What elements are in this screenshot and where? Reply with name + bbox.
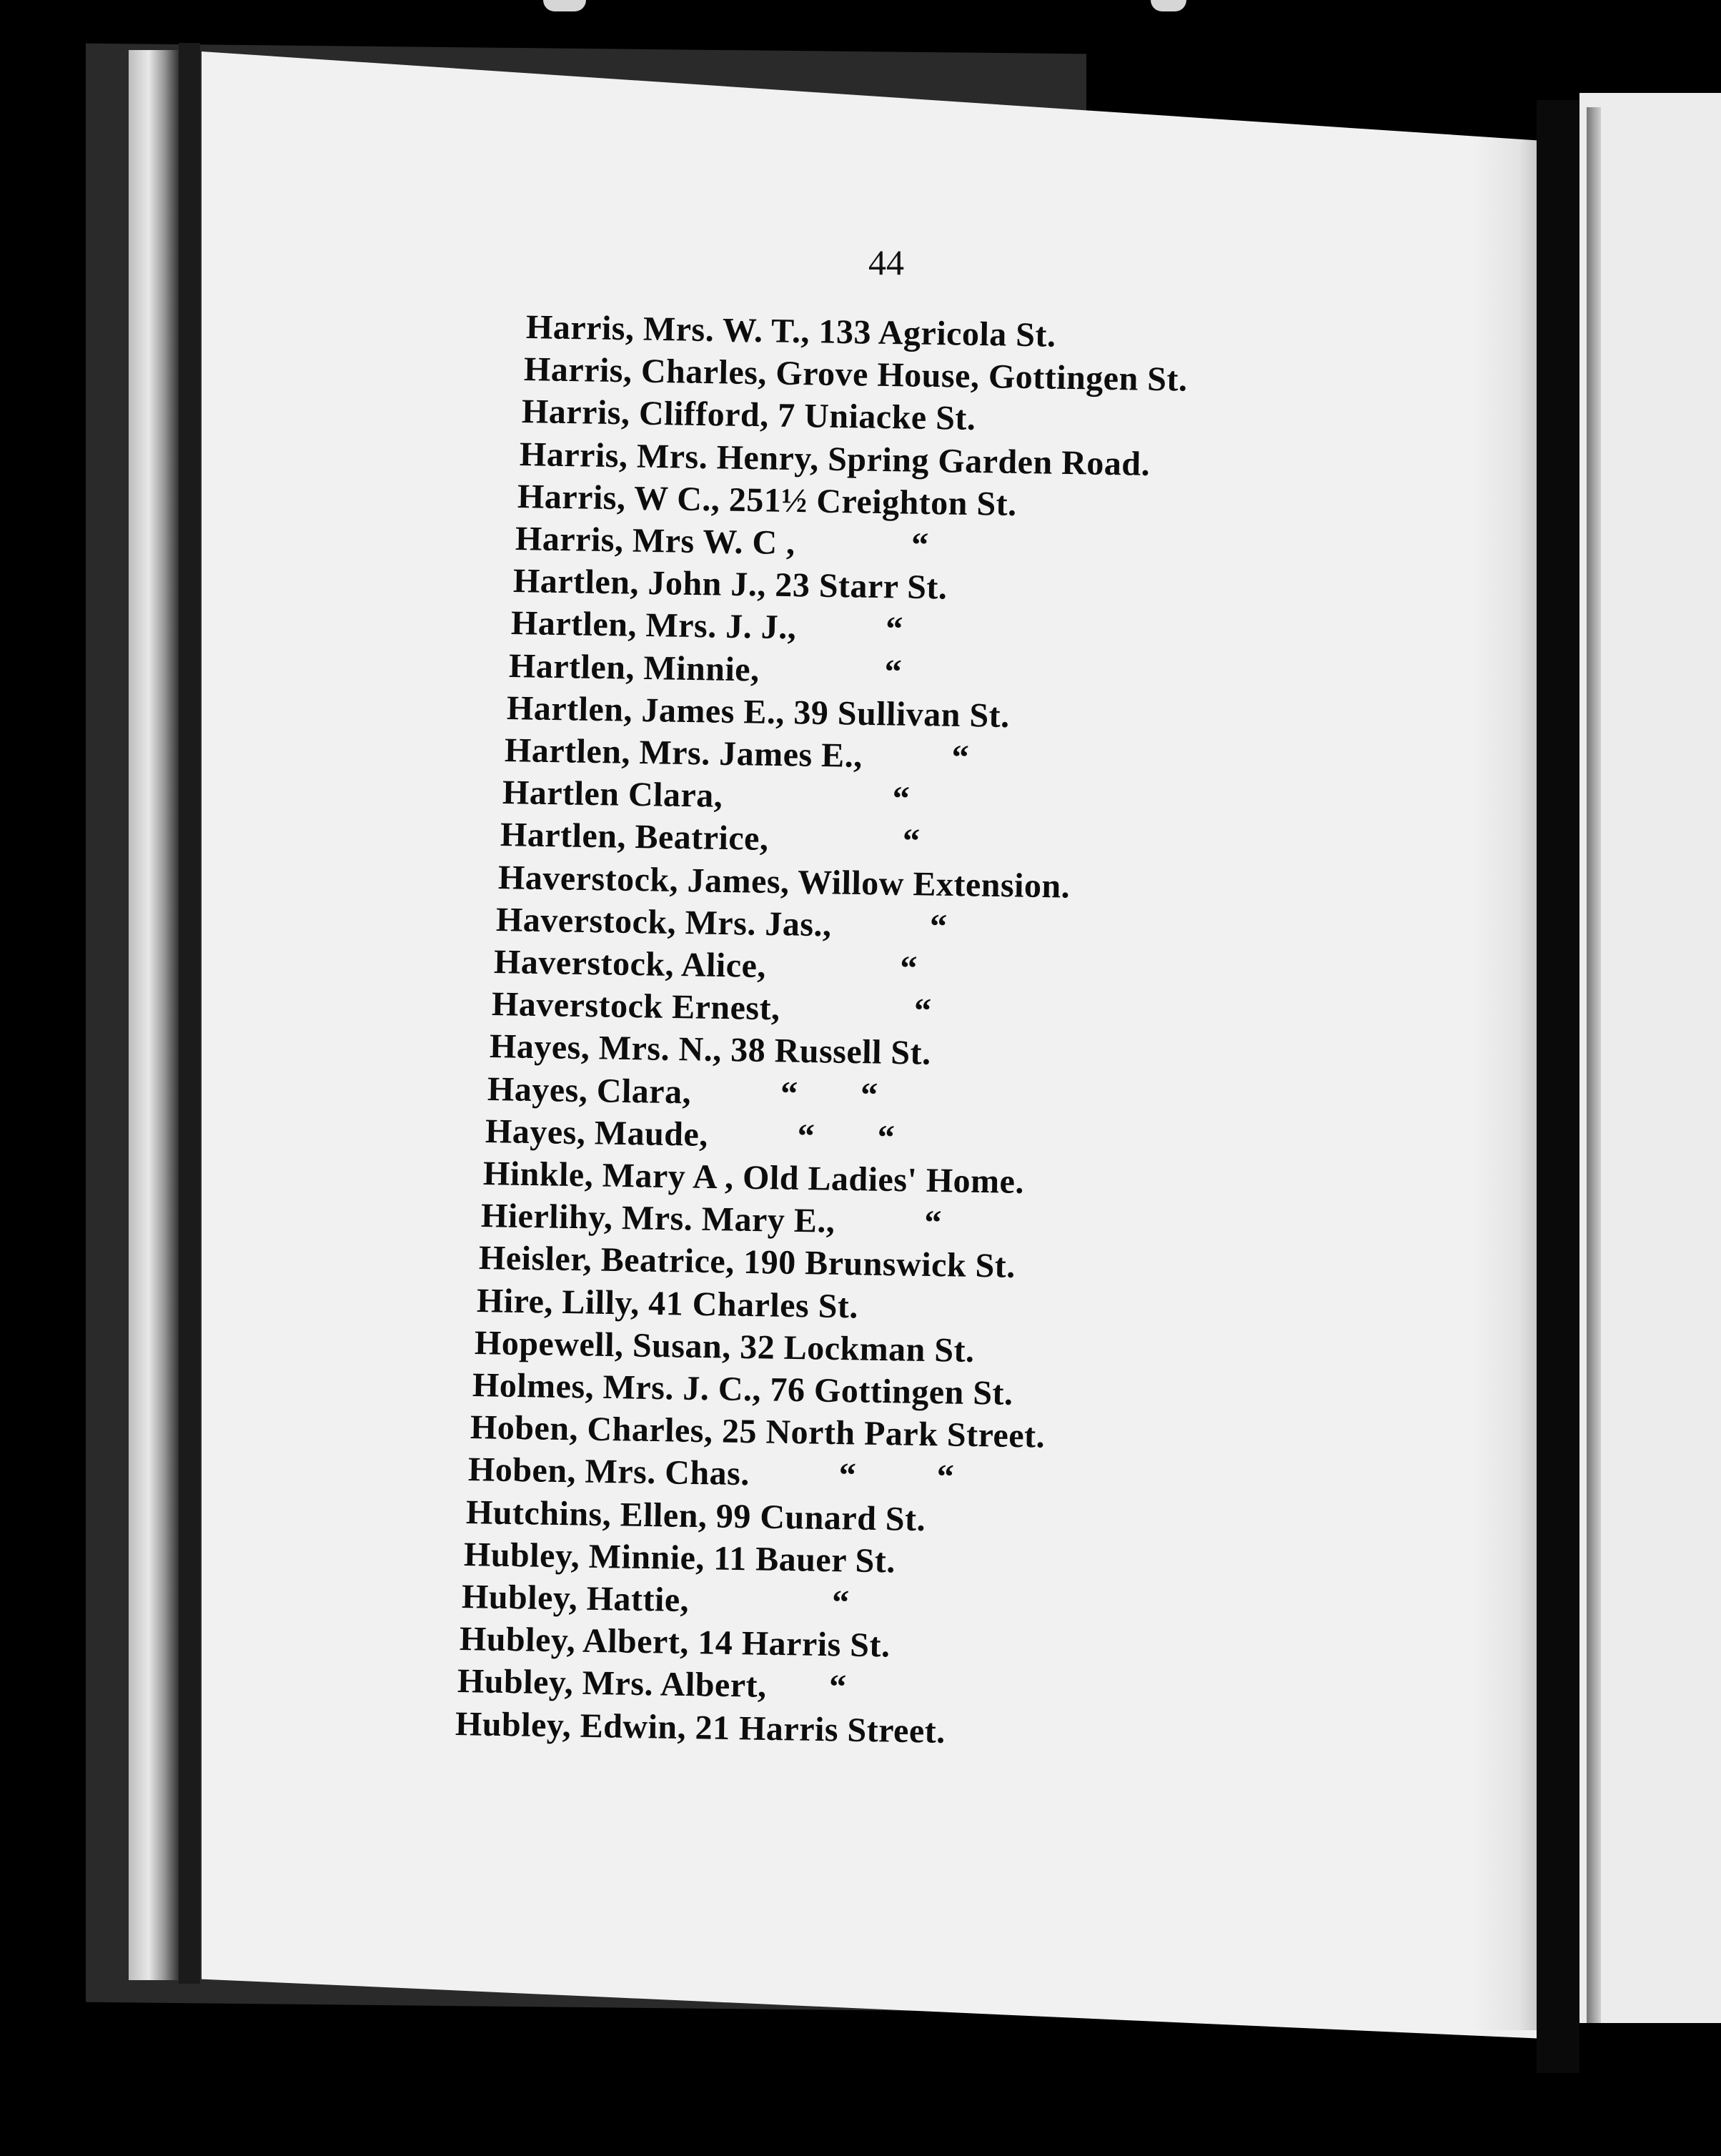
directory-entry: Harris, Mrs. W. T., 133 Agricola St. <box>525 308 1056 355</box>
directory-entry: Hire, Lilly, 41 Charles St. <box>476 1281 859 1325</box>
book-gutter <box>1537 100 1579 2073</box>
directory-entry: Harris, Clifford, 7 Uniacke St. <box>521 392 976 438</box>
directory-entry: Hayes, Maude, “ “ <box>485 1112 896 1157</box>
directory-entry: Haverstock Ernest, “ <box>491 985 932 1030</box>
cover-inner-edge <box>179 43 200 1984</box>
directory-entry: Hartlen, James E., 39 Sullivan St. <box>506 688 1011 735</box>
directory-entry: Haverstock, James, Willow Extension. <box>497 858 1071 906</box>
directory-entry: Hoben, Mrs. Chas. “ “ <box>467 1450 955 1497</box>
directory-entry: Hubley, Edwin, 21 Harris Street. <box>455 1704 946 1751</box>
directory-entry: Haverstock, Alice, “ <box>493 943 918 988</box>
page-number: 44 <box>868 242 904 282</box>
directory-entry: Hartlen Clara, “ <box>502 773 911 819</box>
directory-entry: Hubley, Minnie, 11 Bauer St. <box>463 1535 896 1581</box>
directory-entry: Harris, Mrs W. C , “ <box>515 520 929 565</box>
facing-page-edge <box>1587 107 1601 2023</box>
directory-entry: Harris, Mrs. Henry, Spring Garden Road. <box>519 435 1151 483</box>
directory-entry: Hartlen, Beatrice, “ <box>500 816 921 861</box>
directory-entry: Hubley, Albert, 14 Harris St. <box>459 1620 891 1665</box>
directory-entry: Hopewell, Susan, 32 Lockman St. <box>474 1323 975 1370</box>
directory-entry: Hartlen, Minnie, “ <box>508 646 903 691</box>
directory-entry: Harris, Charles, Grove House, Gottingen St. <box>523 350 1188 399</box>
directory-entry: Hartlen, John J., 23 Starr St. <box>512 562 948 607</box>
directory-entry: Haverstock, Mrs. Jas., “ <box>495 900 948 946</box>
directory-entry: Hartlen, Mrs. J. J., “ <box>510 604 904 649</box>
directory-entry: Hayes, Clara, “ “ <box>487 1069 878 1114</box>
directory-entry: Hayes, Mrs. N., 38 Russell St. <box>489 1027 932 1073</box>
directory-entry: Holmes, Mrs. J. C., 76 Gottingen St. <box>472 1366 1013 1413</box>
torn-edge-mark <box>543 0 586 11</box>
directory-entry: Hoben, Charles, 25 North Park Street. <box>470 1408 1046 1455</box>
cover-edge <box>129 50 179 1980</box>
directory-entry: Hubley, Mrs. Albert, “ <box>457 1662 848 1706</box>
directory-entry: Hubley, Hattie, “ <box>461 1578 850 1622</box>
directory-entry: Hartlen, Mrs. James E., “ <box>504 731 970 777</box>
directory-entry: Heisler, Beatrice, 190 Brunswick St. <box>478 1239 1016 1286</box>
directory-entry: Hutchins, Ellen, 99 Cunard St. <box>465 1493 926 1538</box>
directory-entry: Harris, W C., 251½ Creighton St. <box>517 477 1018 523</box>
directory-entry: Hinkle, Mary A , Old Ladies' Home. <box>482 1154 1025 1201</box>
directory-entry: Hierlihy, Mrs. Mary E., “ <box>480 1197 943 1242</box>
torn-edge-mark <box>1151 0 1186 11</box>
